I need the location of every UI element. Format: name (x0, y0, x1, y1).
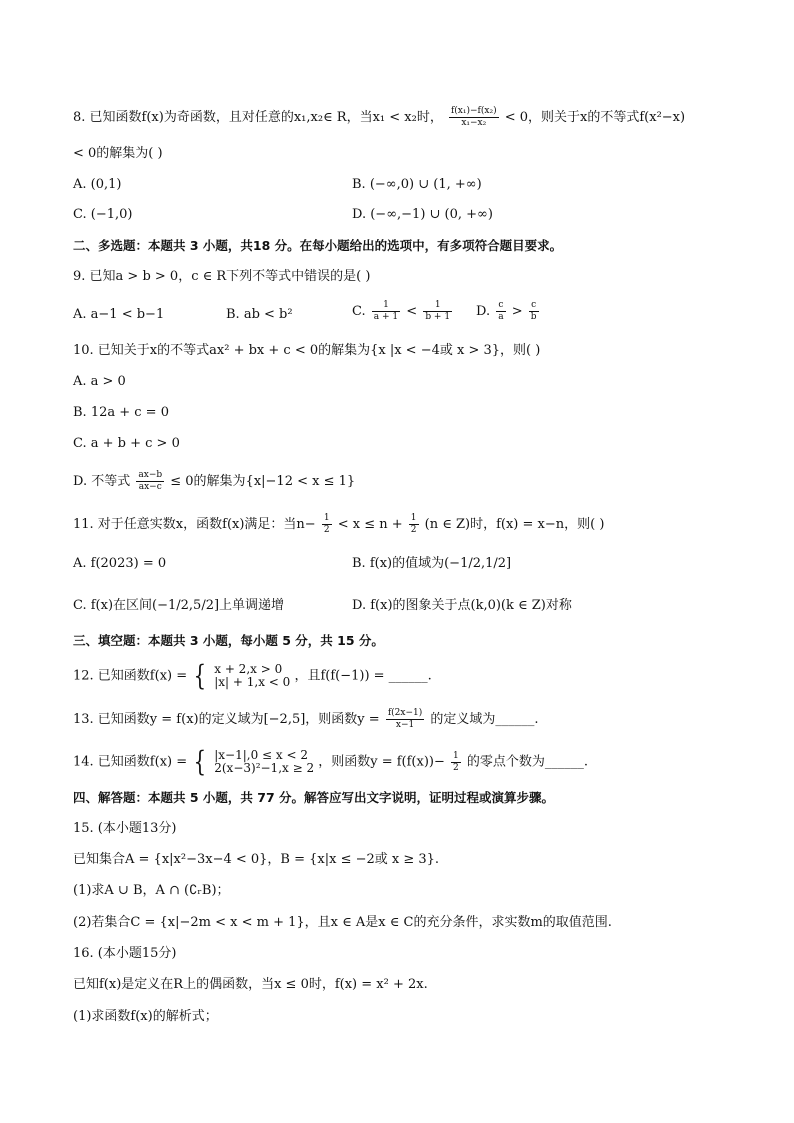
q9-c-den1: a + 1 (373, 312, 399, 322)
q15-header: 15. (本小题13分) (73, 821, 177, 836)
q10-stem: 10. 已知关于x的不等式ax² + bx + c < 0的解集为{x |x < −4或 x > 3}，则( ) (73, 343, 541, 358)
q13-stem-a: 13. 已知函数y = f(x)的定义域为[−2,5]，则函数y = (73, 712, 380, 727)
q11-stem-c: (n ∈ Z)时，f(x) = x−n，则( ) (424, 517, 605, 532)
q9-option-c-prefix: C. (352, 304, 366, 319)
q15-stem: 已知集合A = {x|x²−3x−4 < 0}，B = {x|x ≤ −2或 x ≥ 3}. (73, 852, 440, 867)
q8-frac-num: f(x₁)−f(x₂) (450, 106, 497, 116)
q14-case-2: 2(x−3)²−1,x ≥ 2 (214, 761, 315, 775)
q12-brace: { (193, 659, 207, 692)
q10-option-d-prefix: D. 不等式 (73, 474, 131, 489)
q9-d-frac2 (529, 300, 539, 323)
q8-option-a: A. (0,1) (73, 177, 122, 192)
q14-stem (73, 745, 589, 778)
q10-option-c: C. a + b + c > 0 (73, 436, 180, 451)
q12-stem-a: 12. 已知函数f(x) = (73, 668, 188, 684)
q11-half-frac1 (322, 513, 332, 536)
q11-half2-den: 2 (410, 525, 417, 535)
q14-stem-b: ，则函数y = f(f(x))− (318, 754, 445, 770)
q11-option-d: D. f(x)的图象关于点(k,0)(k ∈ Z)对称 (352, 598, 572, 613)
q14-stem-c: 的零点个数为______. (466, 754, 589, 770)
q9-option-a: A. a−1 < b−1 (73, 307, 165, 322)
q16-stem: 已知f(x)是定义在R上的偶函数，当x ≤ 0时，f(x) = x² + 2x. (73, 977, 428, 992)
q15-part-2: (2)若集合C = {x|−2m < x < m + 1}，且x ∈ A是x ∈ C的充分条件，求实数m的取值范围. (73, 915, 612, 930)
q11-half2-num: 1 (410, 513, 417, 523)
q11-option-b: B. f(x)的值域为(−1/2,1/2] (352, 556, 512, 571)
q9-d-num2: c (529, 300, 539, 312)
q9-option-d-prefix: D. (476, 304, 491, 319)
q11-stem-b: < x ≤ n + (337, 517, 403, 532)
q15-part-1: (1)求A ∪ B，A ∩ (∁ᵣB)； (73, 883, 230, 898)
q8-frac-den: x₁−x₂ (461, 118, 487, 128)
q11-stem (73, 513, 604, 536)
q14-cases (214, 749, 314, 775)
q10-option-a: A. a > 0 (73, 374, 126, 389)
q8-stem-c: < 0的解集为( ) (73, 146, 163, 161)
q9-option-c (352, 300, 454, 323)
q9-c-frac1 (372, 300, 400, 323)
q10-option-d (73, 470, 355, 493)
q11-half1-den: 2 (323, 525, 330, 535)
section-heading-2: 二、多选题：本题共 3 小题，共18 分。在每小题给出的选项中，有多项符合题目要求。 (73, 238, 563, 253)
q14-case-1: |x−1|,0 ≤ x < 2 (214, 748, 308, 762)
q12-cases (214, 663, 290, 689)
q8-option-c: C. (−1,0) (73, 207, 133, 222)
section-heading-3: 三、填空题：本题共 3 小题，每小题 5 分，共 15 分。 (73, 633, 384, 648)
q9-c-num1: 1 (372, 300, 400, 312)
q11-stem-a: 11. 对于任意实数x，函数f(x)满足：当n− (73, 517, 316, 532)
q14-frac-den: 2 (453, 762, 459, 773)
q9-c-num2: 1 (423, 300, 452, 312)
q10-option-d-suffix: ≤ 0的解集为{x|−12 < x ≤ 1} (170, 474, 356, 489)
q11-half1-num: 1 (323, 513, 330, 523)
q13-stem-b: 的定义域为______. (430, 712, 539, 727)
q13-fraction (386, 708, 424, 731)
q9-c-rel: < (406, 304, 418, 319)
q10-d-num: ax−b (138, 470, 163, 480)
q13-frac-num: f(2x−1) (387, 708, 423, 718)
q9-option-d (476, 300, 541, 323)
q13-stem (73, 708, 539, 731)
section-heading-4: 四、解答题：本题共 5 小题，共 77 分。解答应写出文字说明，证明过程或演算步骤。 (73, 790, 555, 805)
q8-stem-b: < 0，则关于x的不等式f(x²−x) (504, 110, 686, 125)
q14-fraction (451, 751, 461, 774)
q8-stem-line1 (73, 106, 685, 129)
q14-stem-a: 14. 已知函数f(x) = (73, 754, 188, 770)
q11-option-a: A. f(2023) = 0 (73, 556, 167, 571)
q9-d-den1: a (498, 312, 504, 322)
q9-c-frac2 (423, 300, 452, 323)
q8-stem-a: 8. 已知函数f(x)为奇函数，且对任意的x₁,x₂∈ R，当x₁ < x₂时， (73, 110, 443, 125)
q12-stem-b: ，且f(f(−1)) = ______. (294, 668, 432, 684)
q16-part-1: (1)求函数f(x)的解析式； (73, 1009, 218, 1024)
q14-frac-num: 1 (453, 750, 459, 761)
q11-option-c: C. f(x)在区间(−1/2,5/2]上单调递增 (73, 598, 285, 613)
q9-option-b: B. ab < b² (226, 307, 293, 322)
q9-d-frac1 (496, 300, 505, 323)
q16-header: 16. (本小题15分) (73, 946, 177, 961)
q12-case-2: |x| + 1,x < 0 (214, 675, 291, 689)
q12-case-1: x + 2,x > 0 (214, 662, 283, 676)
q12-stem (73, 659, 432, 692)
q14-brace: { (193, 745, 207, 778)
q9-d-den2: b (530, 312, 537, 322)
q8-option-d: D. (−∞,−1) ∪ (0, +∞) (352, 207, 493, 222)
q8-option-b: B. (−∞,0) ∪ (1, +∞) (352, 177, 482, 192)
q9-c-den2: b + 1 (425, 312, 451, 322)
q9-d-num1: c (496, 300, 505, 312)
q10-d-fraction (136, 470, 164, 493)
q10-option-b: B. 12a + c = 0 (73, 405, 169, 420)
q9-stem: 9. 已知a > b > 0，c ∈ R下列不等式中错误的是( ) (73, 269, 371, 284)
q13-frac-den: x−1 (395, 720, 415, 730)
q8-fraction (449, 106, 499, 129)
q10-d-den: ax−c (138, 482, 162, 492)
q9-d-rel: > (511, 304, 523, 319)
q11-half-frac2 (409, 513, 419, 536)
